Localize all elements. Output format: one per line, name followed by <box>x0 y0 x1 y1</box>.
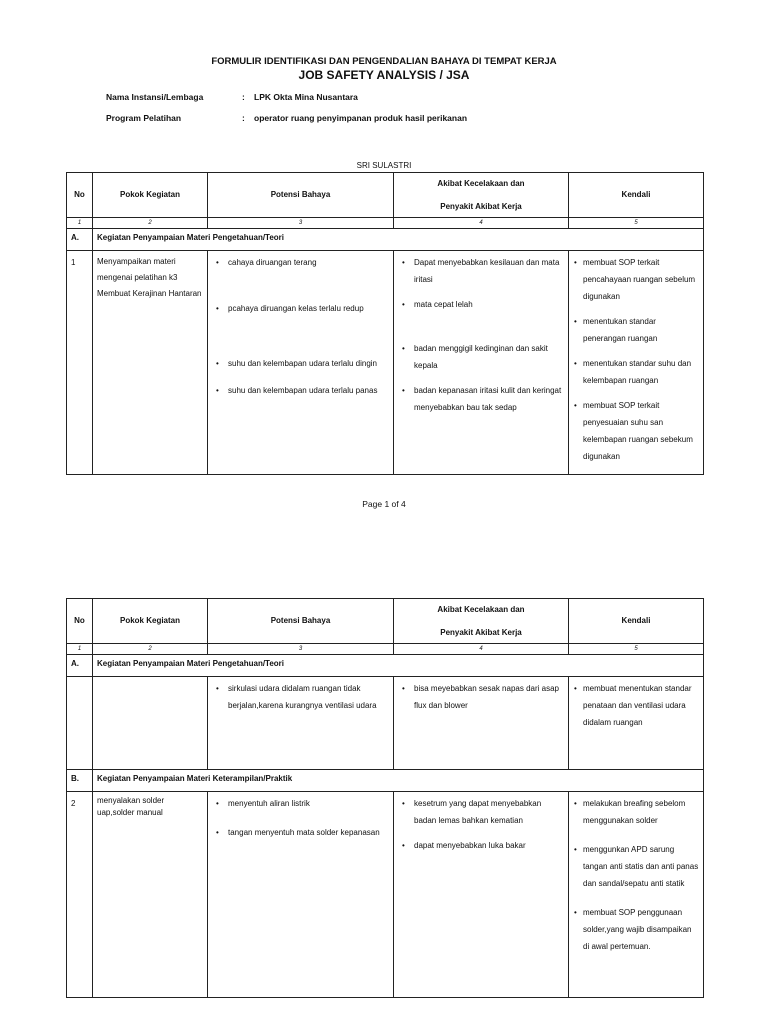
hazard-item: • tangan menyentuh mata solder kepanasan <box>212 824 389 841</box>
section-title: Kegiatan Penyampaian Materi Pengetahuan/Teori <box>93 655 704 677</box>
effect-cell <box>394 792 569 998</box>
table-header-row <box>67 173 704 218</box>
activity-cell: menyalakan solder uap,solder manual <box>93 792 208 998</box>
header-effect <box>394 599 569 644</box>
control-item: • membuat SOP terkait pencahayaan ruangan sebelum digunakan <box>573 254 699 305</box>
row-number: 1 <box>67 251 93 475</box>
hazard-item: • menyentuh aliran listrik <box>212 795 389 812</box>
program-label: Program Pelatihan <box>106 113 182 123</box>
header-hazard: Potensi Bahaya <box>208 599 394 644</box>
col-number: 3 <box>208 644 394 655</box>
author-name: SRI SULASTRI <box>356 161 412 170</box>
col-number: 5 <box>569 644 704 655</box>
header-effect-line1: Akibat Kecelakaan dan <box>437 178 525 188</box>
table-header-row <box>67 599 704 644</box>
control-item: • membuat menentukan standar penataan dan ventilasi udara didalam ruangan <box>573 680 699 731</box>
effect-cell <box>394 251 569 475</box>
jsa-table-page2 <box>66 598 704 998</box>
form-subtitle: JOB SAFETY ANALYSIS / JSA <box>298 68 470 82</box>
table-row <box>67 677 704 770</box>
hazard-cell <box>208 792 394 998</box>
col-number: 4 <box>394 218 569 229</box>
effect-item: • badan kepanasan iritasi kulit dan keringat menyebabkan bau tak sedap <box>398 382 564 416</box>
control-item: • melakukan breafing sebelom menggunakan solder <box>573 795 699 829</box>
form-title: FORMULIR IDENTIFIKASI DAN PENGENDALIAN BAHAYA DI TEMPAT KERJA <box>211 56 557 67</box>
effect-item: • mata cepat lelah <box>398 296 564 313</box>
institution-value: LPK Okta Mina Nusantara <box>254 92 358 102</box>
section-a-row <box>67 229 704 251</box>
institution-label: Nama Instansi/Lembaga <box>106 92 204 102</box>
header-effect-line1: Akibat Kecelakaan dan <box>437 604 525 614</box>
control-cell <box>569 677 704 770</box>
hazard-item: • sirkulasi udara didalam ruangan tidak berjalan,karena kurangnya ventilasi udara <box>212 680 389 714</box>
section-b-row <box>67 770 704 792</box>
hazard-item: • suhu dan kelembapan udara terlalu dingin <box>212 355 389 372</box>
section-a-row <box>67 655 704 677</box>
header-control: Kendali <box>569 599 704 644</box>
effect-cell <box>394 677 569 770</box>
hazard-cell <box>208 677 394 770</box>
effect-item: • bisa meyebabkan sesak napas dari asap flux dan blower <box>398 680 564 714</box>
control-item: • membuat SOP penggunaan solder,yang wajib disampaikan di awal pertemuan. <box>573 904 699 955</box>
table-row <box>67 792 704 998</box>
hazard-item: • suhu dan kelembapan udara terlalu panas <box>212 382 389 399</box>
col-number: 5 <box>569 218 704 229</box>
header-activity: Pokok Kegiatan <box>93 173 208 218</box>
header-no: No <box>67 599 93 644</box>
section-code: B. <box>67 770 93 792</box>
column-number-row <box>67 644 704 655</box>
control-item: • menggunkan APD sarung tangan anti statis dan anti panas dan sandal/sepatu anti statik <box>573 841 699 892</box>
activity-cell <box>93 677 208 770</box>
header-effect-line2: Penyakit Akibat Kerja <box>440 627 522 637</box>
institution-row <box>106 92 358 102</box>
section-code: A. <box>67 655 93 677</box>
activity-cell: Menyampaikan materi mengenai pelatihan k3 Membuat Kerajinan Hantaran <box>93 251 208 475</box>
header-activity: Pokok Kegiatan <box>93 599 208 644</box>
effect-item: • Dapat menyebabkan kesilauan dan mata iritasi <box>398 254 564 288</box>
row-number <box>67 677 93 770</box>
control-item: • membuat SOP terkait penyesuaian suhu san kelembapan ruangan sebekum digunakan <box>573 397 699 465</box>
section-title: Kegiatan Penyampaian Materi Keterampilan/Praktik <box>93 770 704 792</box>
page-number: Page 1 of 4 <box>362 499 406 509</box>
control-cell <box>569 251 704 475</box>
program-value: operator ruang penyimpanan produk hasil perikanan <box>254 113 468 123</box>
header-effect <box>394 173 569 218</box>
col-number: 2 <box>93 218 208 229</box>
effect-item: • kesetrum yang dapat menyebabkan badan lemas bahkan kematian <box>398 795 564 829</box>
colon: : <box>242 113 245 123</box>
jsa-table-page1 <box>66 172 704 475</box>
section-code: A. <box>67 229 93 251</box>
col-number: 1 <box>67 218 93 229</box>
control-item: • menentukan standar penerangan ruangan <box>573 313 699 347</box>
control-cell <box>569 792 704 998</box>
effect-item: • dapat menyebabkan luka bakar <box>398 837 564 854</box>
effect-item: • badan menggigil kedinginan dan sakit kepala <box>398 340 564 374</box>
row-number: 2 <box>67 792 93 998</box>
header-control: Kendali <box>569 173 704 218</box>
header-no: No <box>67 173 93 218</box>
table-row <box>67 251 704 475</box>
colon: : <box>242 92 245 102</box>
col-number: 2 <box>93 644 208 655</box>
header-hazard: Potensi Bahaya <box>208 173 394 218</box>
col-number: 3 <box>208 218 394 229</box>
control-item: • menentukan standar suhu dan kelembapan ruangan <box>573 355 699 389</box>
hazard-cell <box>208 251 394 475</box>
column-number-row <box>67 218 704 229</box>
hazard-item: • pcahaya diruangan kelas terlalu redup <box>212 300 389 317</box>
program-row <box>106 113 467 123</box>
header-effect-line2: Penyakit Akibat Kerja <box>440 201 522 211</box>
col-number: 4 <box>394 644 569 655</box>
section-title: Kegiatan Penyampaian Materi Pengetahuan/Teori <box>93 229 704 251</box>
col-number: 1 <box>67 644 93 655</box>
hazard-item: • cahaya diruangan terang <box>212 254 389 271</box>
